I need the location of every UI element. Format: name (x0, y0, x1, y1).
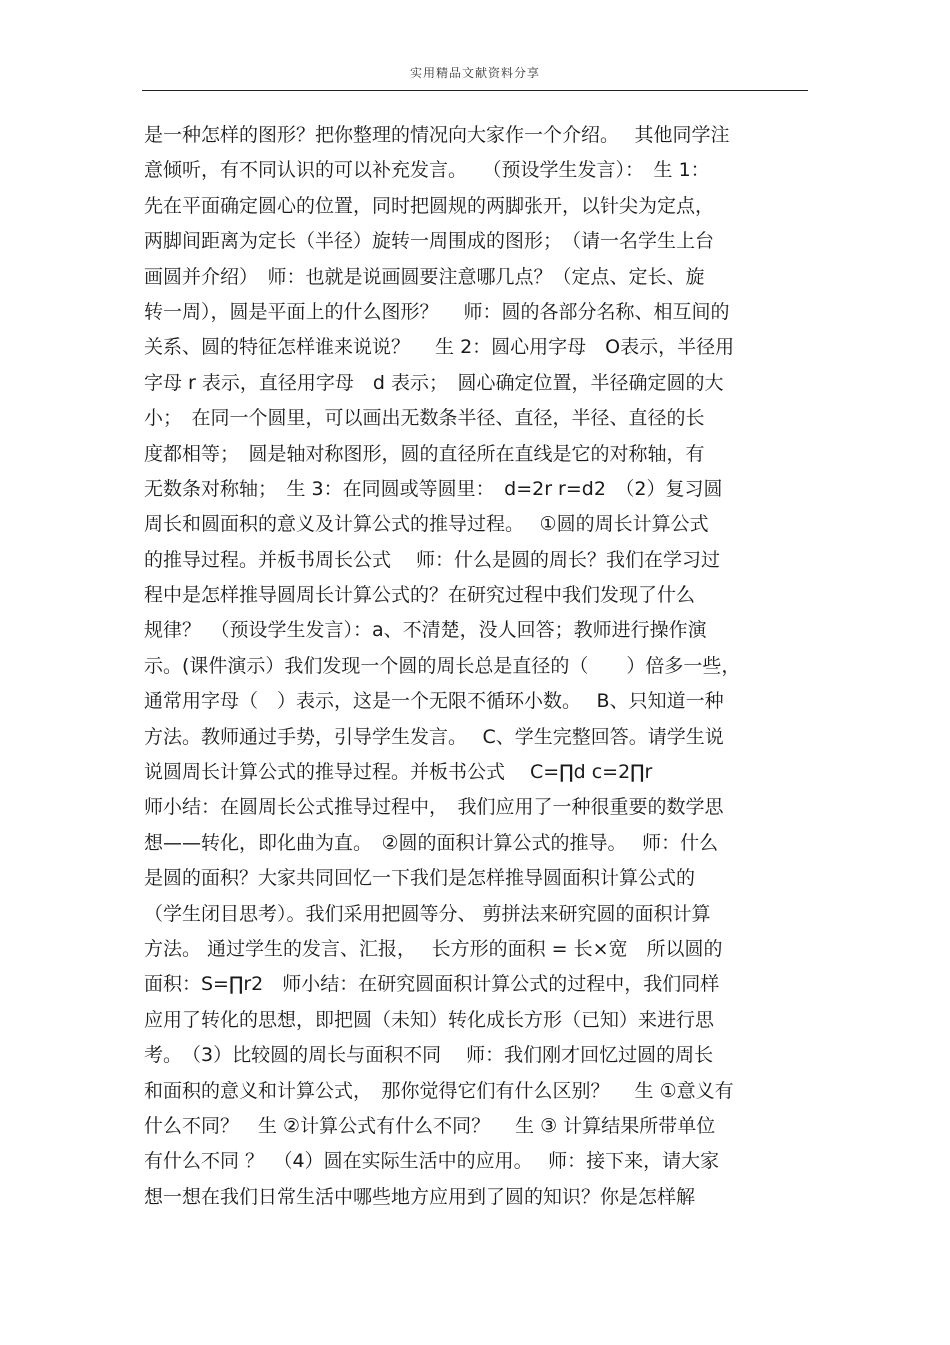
text-line: 应用了转化的思想，即把圆（未知）转化成长方形（已知）来进行思 (144, 1008, 715, 1031)
text-line: 面积：S=∏r2 师小结：在研究圆面积计算公式的过程中，我们同样 (144, 973, 720, 996)
text-line: 程中是怎样推导圆周长计算公式的？在研究过程中我们发现了什么 (144, 584, 696, 607)
text-line: 字母 r 表示，直径用字母 d 表示； 圆心确定位置，半径确定圆的大 (144, 371, 724, 394)
text-line: 示。(课件演示）我们发现一个圆的周长总是直径的（ ）倍多一些， (144, 654, 741, 677)
text-line: 什么不同？ 生 ②计算公式有什么不同？ 生 ③ 计算结果所带单位 (144, 1114, 716, 1137)
header-divider (142, 90, 808, 91)
text-line: 的推导过程。并板书周长公式 师：什么是圆的周长？我们在学习过 (144, 548, 721, 571)
document-body (144, 118, 816, 1215)
text-line: 意倾听，有不同认识的可以补充发言。 （预设学生发言）： 生 1： (144, 159, 710, 182)
text-line: 考。 （3）比较圆的周长与面积不同 师：我们刚才回忆过圆的周长 (144, 1044, 714, 1067)
text-line: 是圆的面积？大家共同回忆一下我们是怎样推导圆面积计算公式的 (144, 867, 696, 890)
text-line: 和面积的意义和计算公式， 那你觉得它们有什么区别？ 生 ①意义有 (144, 1079, 734, 1102)
text-line: （学生闭目思考）。我们采用把圆等分、 剪拼法来研究圆的面积计算 (144, 902, 711, 925)
text-line: 两脚间距离为定长（半径）旋转一周围成的图形； （请一名学生上台 (144, 230, 715, 253)
text-line: 通常用字母（ ）表示，这是一个无限不循环小数。 B、只知道一种 (144, 690, 724, 713)
text-line: 关系、圆的特征怎样谁来说说？ 生 2：圆心用字母 O表示，半径用 (144, 336, 735, 359)
text-line: 小； 在同一个圆里，可以画出无数条半径、直径，半径、直径的长 (144, 407, 705, 430)
text-line: 是一种怎样的图形？把你整理的情况向大家作一个介绍。 其他同学注 (144, 124, 730, 146)
text-line: 师小结：在圆周长公式推导过程中， 我们应用了一种很重要的数学思 (144, 796, 724, 819)
text-line: 有什么不同 ？ （4）圆在实际生活中的应用。 师：接下来，请大家 (144, 1150, 720, 1173)
page-header: 实用精品文献资料分享 (409, 66, 540, 80)
text-line: 转一周），圆是平面上的什么图形？ 师：圆的各部分名称、相互间的 (144, 300, 730, 323)
text-line: 画圆并介绍） 师：也就是说画圆要注意哪几点？（定点、定长、旋 (144, 265, 705, 288)
text-line: 周长和圆面积的意义及计算公式的推导过程。 ①圆的周长计算公式 (144, 513, 709, 536)
text-line: 说圆周长计算公式的推导过程。并板书公式 C=∏d c=2∏r (144, 761, 653, 784)
text-line: 方法。教师通过手势，引导学生发言。 C、学生完整回答。请学生说 (144, 725, 724, 748)
text-line: 无数条对称轴； 生 3：在同圆或等圆里： d=2r r=d2 （2）复习圆 (144, 477, 723, 500)
text-line: 想——转化，即化曲为直。 ②圆的面积计算公式的推导。 师：什么 (144, 831, 719, 854)
text-line: 先在平面确定圆心的位置，同时把圆规的两脚张开，以针尖为定点， (144, 194, 715, 217)
text-line: 规律？ （预设学生发言）：a、不清楚，没人回答；教师进行操作演 (144, 619, 707, 642)
text-line: 方法。 通过学生的发言、汇报， 长方形的面积 = 长×宽 所以圆的 (144, 937, 723, 960)
text-line: 想一想在我们日常生活中哪些地方应用到了圆的知识？你是怎样解 (144, 1185, 696, 1208)
text-line: 度都相等； 圆是轴对称图形，圆的直径所在直线是它的对称轴，有 (144, 442, 705, 465)
